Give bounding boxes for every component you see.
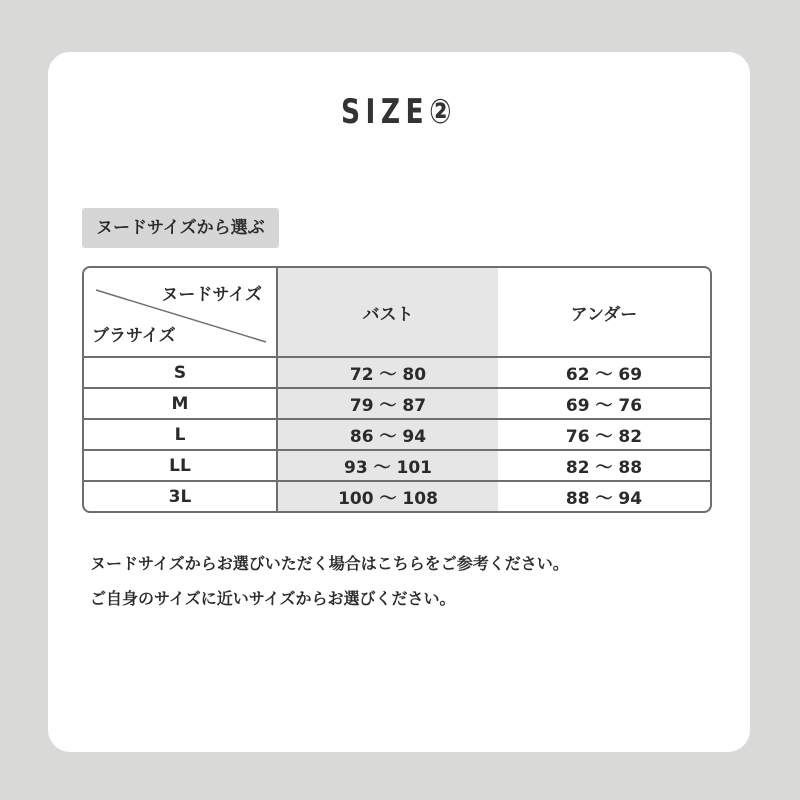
size-cell: L (84, 420, 278, 451)
corner-label-nude-size: ヌードサイズ (161, 285, 262, 305)
table-row (84, 420, 710, 451)
corner-header-cell (84, 268, 278, 358)
column-header-under: アンダー (498, 268, 710, 358)
page-title: SIZE② (340, 92, 458, 132)
size-cell: S (84, 358, 278, 389)
under-cell: 62 〜 69 (498, 358, 710, 389)
size-table (82, 266, 712, 513)
bust-cell: 100 〜 108 (278, 482, 498, 511)
note-line: ご自身のサイズに近いサイズからお選びください。 (90, 589, 456, 608)
column-header-bust: バスト (278, 268, 498, 358)
table-row (84, 389, 710, 420)
under-cell: 82 〜 88 (498, 451, 710, 482)
note-line: ヌードサイズからお選びいただく場合はこちらをご参考ください。 (90, 554, 569, 573)
table-row (84, 358, 710, 389)
size-cell: M (84, 389, 278, 420)
notes (90, 546, 730, 616)
under-cell: 69 〜 76 (498, 389, 710, 420)
size-cell: LL (84, 451, 278, 482)
section-label: ヌードサイズから選ぶ (82, 208, 279, 248)
bust-cell: 93 〜 101 (278, 451, 498, 482)
table-header-row (84, 268, 710, 358)
bust-cell: 72 〜 80 (278, 358, 498, 389)
under-cell: 88 〜 94 (565, 489, 643, 509)
bust-cell: 86 〜 94 (278, 420, 498, 451)
table-row (84, 482, 710, 511)
size-cell: 3L (84, 482, 278, 511)
under-cell: 76 〜 82 (498, 420, 710, 451)
bust-cell: 79 〜 87 (278, 389, 498, 420)
size-card (48, 52, 750, 752)
corner-label-bra-size: ブラサイズ (92, 326, 176, 346)
table-row (84, 451, 710, 482)
